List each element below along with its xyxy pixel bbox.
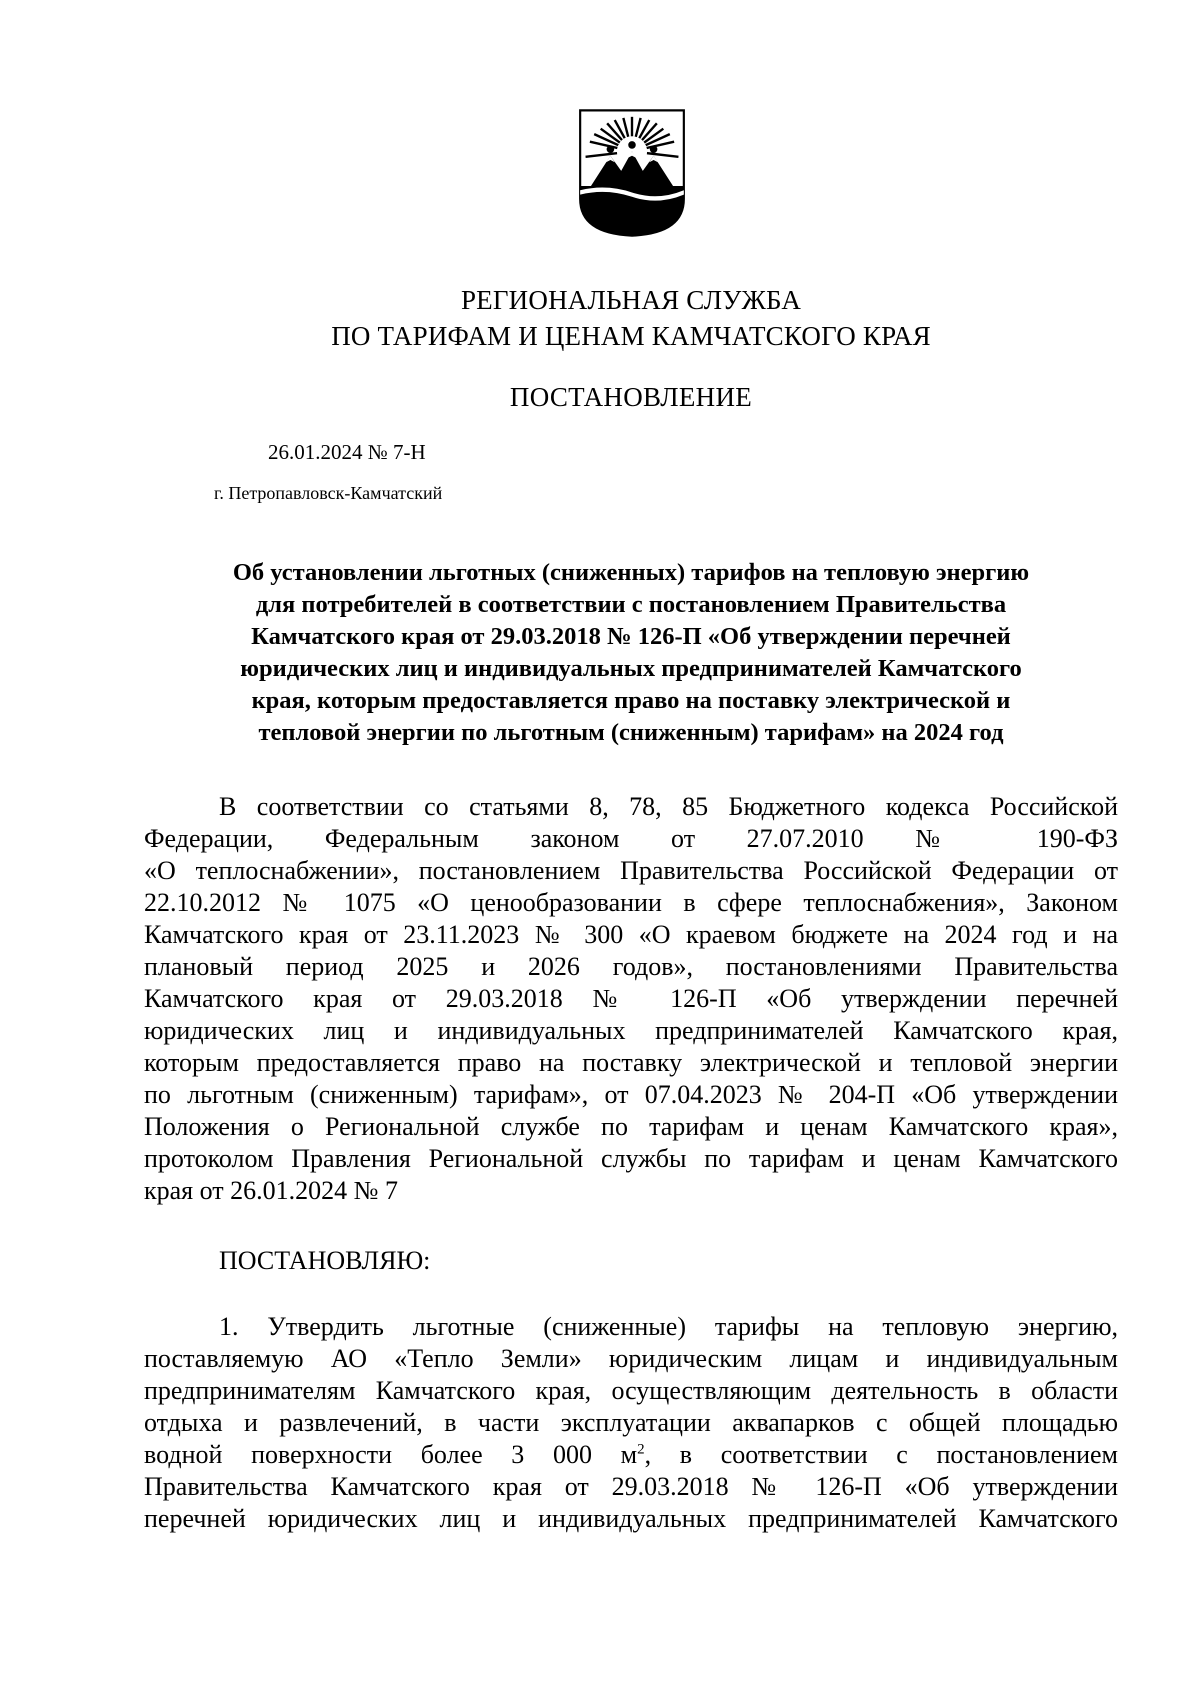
preamble-line: по льготным (сниженным) тарифам», от 07.04.2023 № 204-П «Об утверждении (144, 1080, 1118, 1109)
clause-1-line: Правительства Камчатского края от 29.03.2018 № 126-П «Об утверждении (144, 1472, 1118, 1501)
preamble-line: края от 26.01.2024 № 7 (144, 1176, 398, 1205)
clause-1 (144, 1311, 1118, 1535)
preamble-line: В соответствии со статьями 8, 78, 85 Бюджетного кодекса Российской (219, 792, 1118, 821)
title-line: Об установлении льготных (сниженных) тарифов на тепловую энергию (232, 559, 1030, 586)
preamble-line: Камчатского края от 29.03.2018 № 126-П «Об утверждении перечней (144, 984, 1118, 1013)
preamble-line: Положения о Региональной службе по тарифам и ценам Камчатского края», (144, 1112, 1118, 1141)
document-date-number: 26.01.2024 № 7-Н (268, 440, 426, 464)
organization-line-1: РЕГИОНАЛЬНАЯ СЛУЖБА (460, 285, 802, 315)
clause-1-area-line (144, 1439, 1118, 1471)
clause-1-line: 1. Утвердить льготные (сниженные) тарифы на тепловую энергию, (219, 1312, 1118, 1341)
area-text-before: водной поверхности более 3 000 м (144, 1440, 638, 1469)
clause-1-line: перечней юридических лиц и индивидуальных предпринимателей Камчатского (144, 1504, 1118, 1533)
preamble-line: протоколом Правления Региональной службы по тарифам и ценам Камчатского (144, 1144, 1118, 1173)
area-superscript: 2 (637, 1441, 645, 1458)
preamble-line: Камчатского края от 23.11.2023 № 300 «О краевом бюджете на 2024 год и на (144, 920, 1118, 949)
title-line: для потребителей в соответствии с постановлением Правительства (255, 591, 1007, 618)
clause-1-line: отдыха и развлечений, в части эксплуатации аквапарков с общей площадью (144, 1408, 1118, 1437)
title-line: юридических лиц и индивидуальных предпринимателей Камчатского (240, 655, 1022, 682)
document-title (148, 557, 1114, 749)
organization-name (0, 282, 1200, 354)
organization-line-2: ПО ТАРИФАМ И ЦЕНАМ КАМЧАТСКОГО КРАЯ (331, 321, 931, 351)
preamble-line: 22.10.2012 № 1075 «О ценообразовании в сфере теплоснабжения», Законом (144, 888, 1118, 917)
kamchatka-coat-of-arms-icon (578, 108, 686, 238)
clause-1-line: поставляемую АО «Тепло Земли» юридическим лицам и индивидуальным (144, 1344, 1118, 1373)
preamble-paragraph (144, 791, 1118, 1207)
title-line: тепловой энергии по льготным (сниженным) тарифам» на 2024 год (258, 719, 1004, 746)
preamble-line: Федерации, Федеральным законом от 27.07.2010 № 190-ФЗ (144, 824, 1118, 853)
preamble-line: которым предоставляется право на поставку электрической и тепловой энергии (144, 1048, 1118, 1077)
preamble-line: «О теплоснабжении», постановлением Правительства Российской Федерации от (144, 856, 1118, 885)
document-place: г. Петропавловск-Камчатский (214, 483, 443, 503)
preamble-line: плановый период 2025 и 2026 годов», постановлениями Правительства (144, 952, 1118, 981)
area-text-after: , в соответствии с постановлением (644, 1440, 1118, 1469)
resolve-heading: ПОСТАНОВЛЯЮ: (219, 1246, 431, 1275)
clause-1-line: предпринимателям Камчатского края, осуществляющим деятельность в области (144, 1376, 1118, 1405)
preamble-line: юридических лиц и индивидуальных предпринимателей Камчатского края, (144, 1016, 1118, 1045)
title-line: края, которым предоставляется право на поставку электрической и (251, 687, 1011, 714)
document-type: ПОСТАНОВЛЕНИЕ (509, 382, 753, 412)
title-line: Камчатского края от 29.03.2018 № 126-П «Об утверждении перечней (251, 623, 1011, 650)
